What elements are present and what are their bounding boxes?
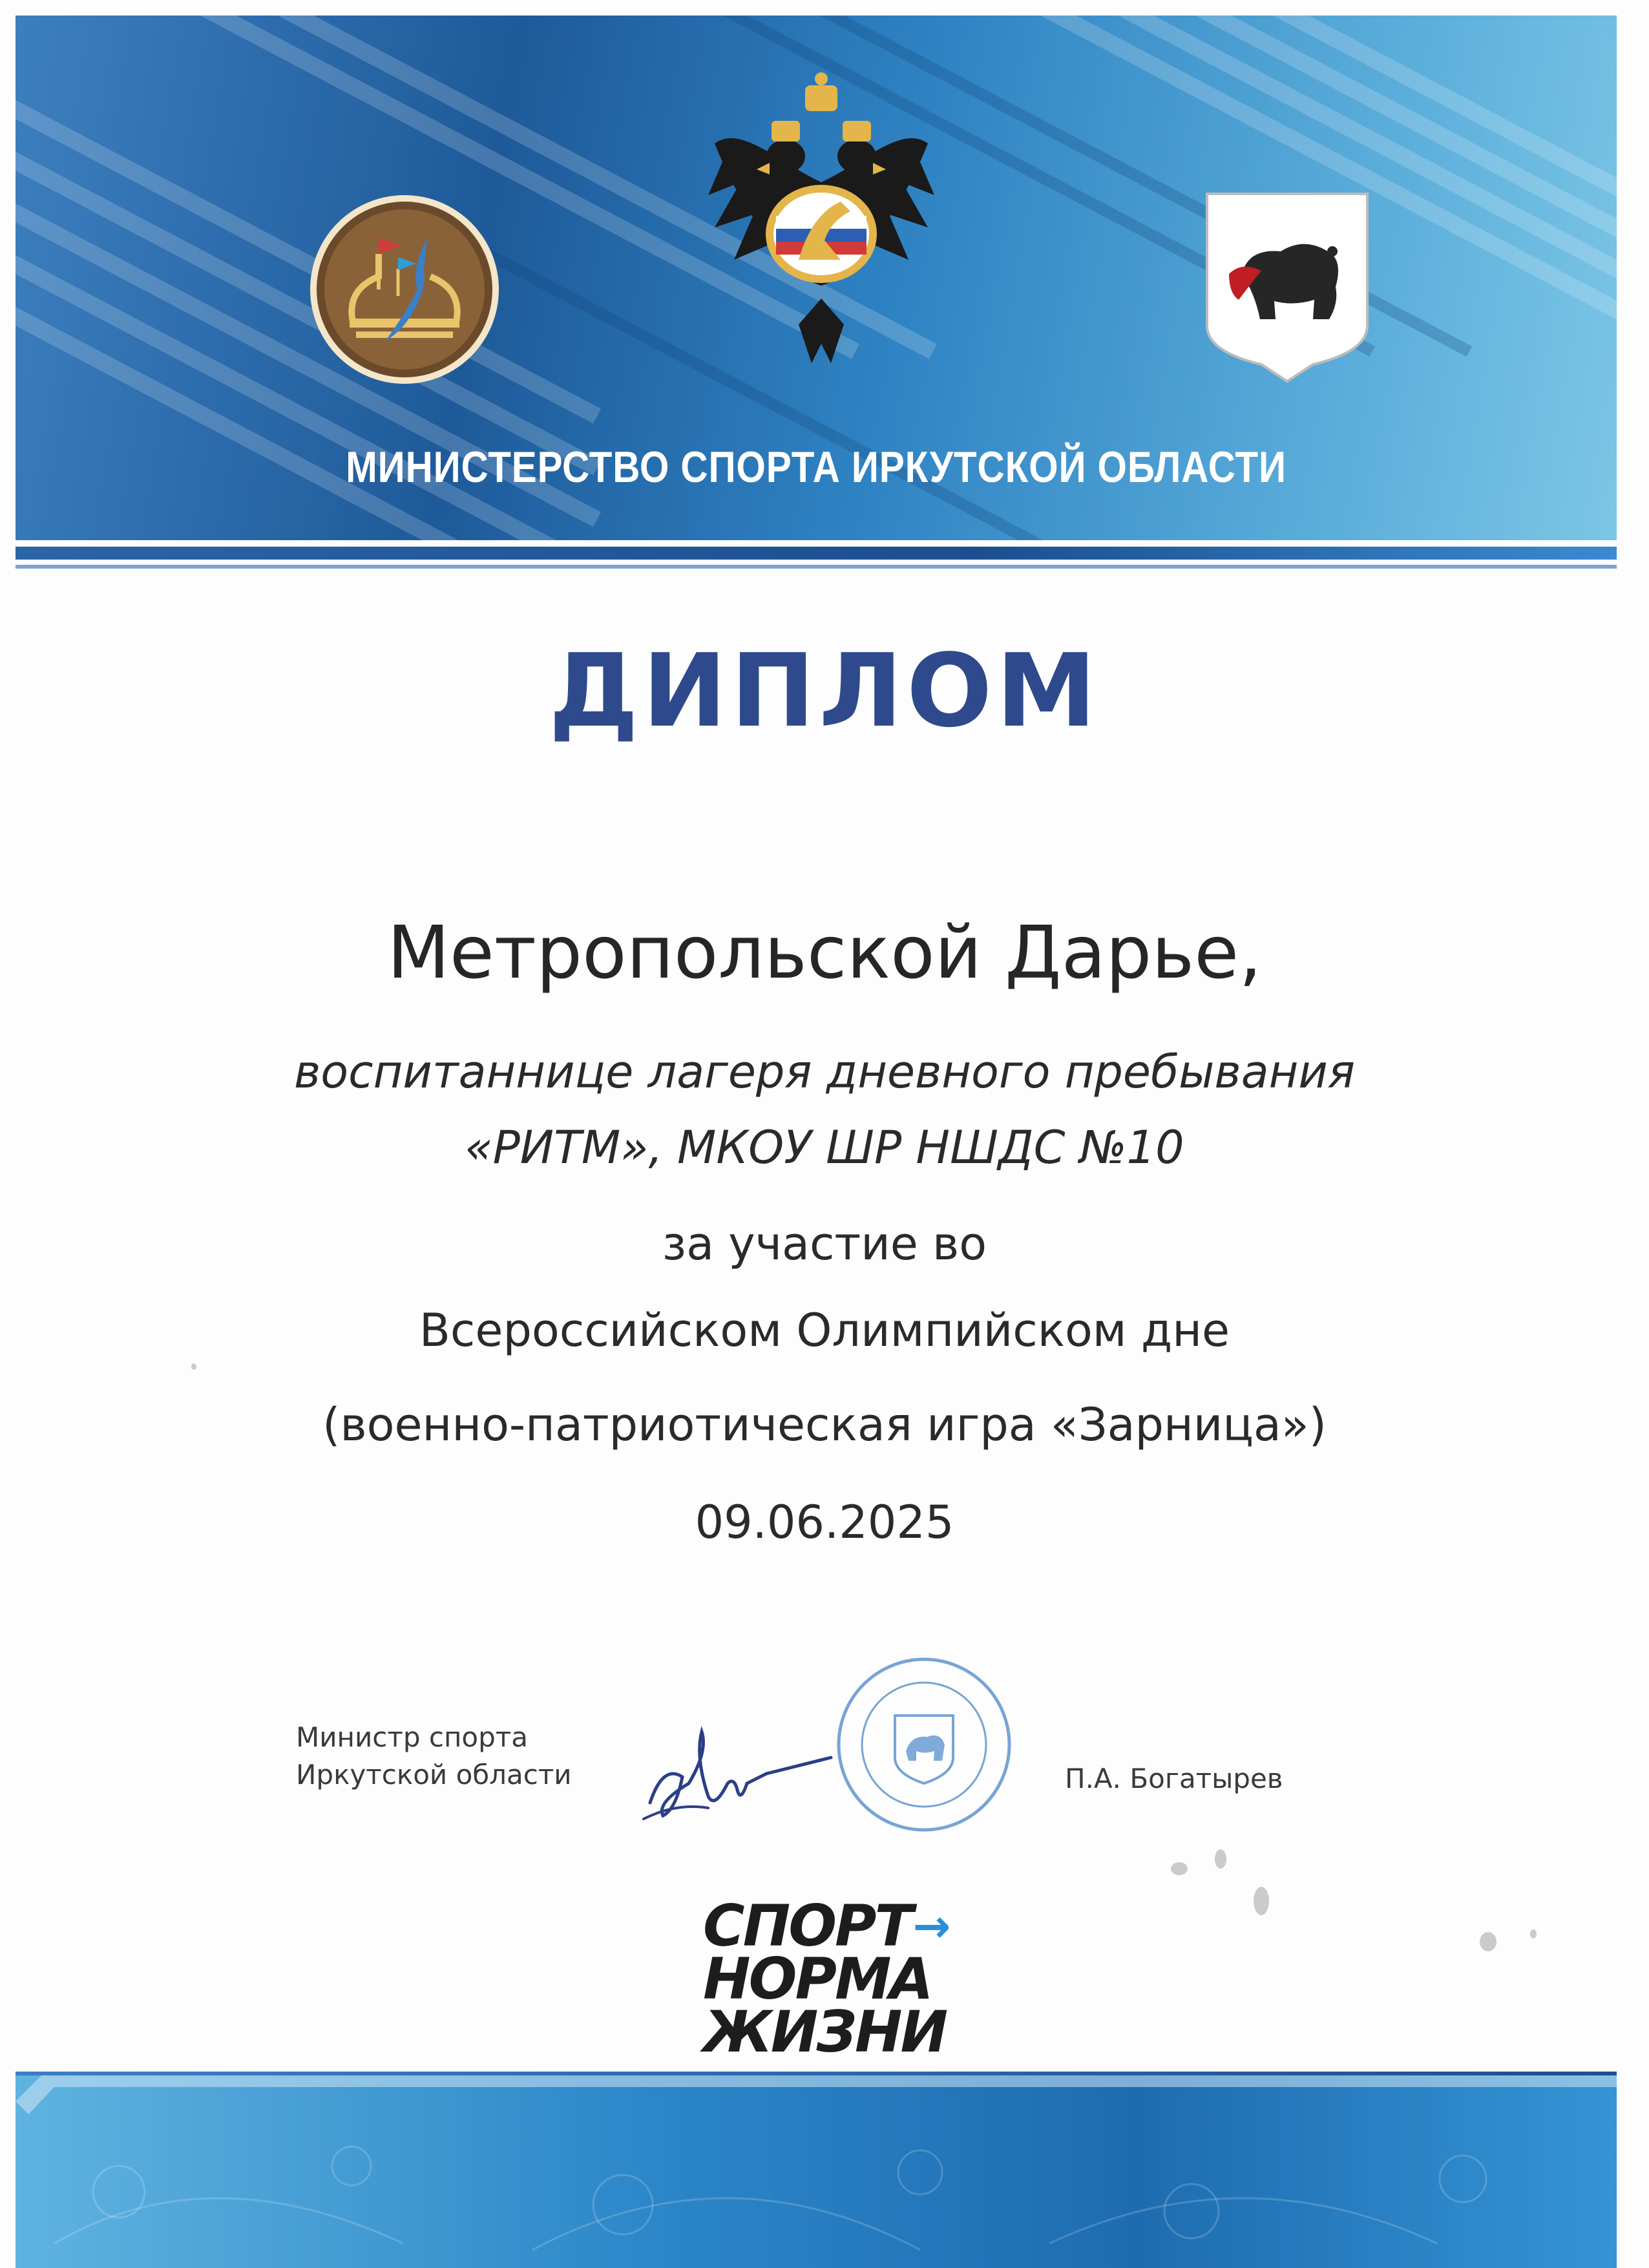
event-name: Всероссийском Олимпийском дне (419, 1304, 1230, 1357)
award-reason: за участие во (662, 1217, 987, 1270)
document-title: ДИПЛОМ (549, 632, 1100, 750)
slogan-line2: НОРМА (703, 1946, 932, 2012)
footer-banner (16, 2075, 1617, 2268)
event-detail: (военно-патриотическая игра «Зарница») (322, 1398, 1327, 1451)
signer-position-line1: Министр спорта (296, 1721, 528, 1753)
ministry-eagle-emblem-icon (702, 66, 941, 389)
official-round-stamp (834, 1654, 1014, 1835)
slogan-line1: СПОРТ (703, 1893, 912, 1959)
signer-position (296, 1719, 572, 1794)
slogan-line3: ЖИЗНИ (703, 1999, 947, 2065)
arrow-right-icon: → (912, 1900, 949, 1953)
header-divider (16, 547, 1617, 560)
recipient-role-line2: «РИТМ», МКОУ ШР НШДС №10 (465, 1121, 1184, 1174)
footer-pattern (16, 2075, 1617, 2268)
sport-norm-of-life-logo (703, 1893, 949, 2065)
irkutsk-coat-of-arms-icon (1203, 190, 1371, 384)
event-date: 09.06.2025 (695, 1496, 954, 1549)
header-divider-thin (16, 565, 1617, 569)
signer-position-line2: Иркутской области (296, 1759, 572, 1790)
signer-name: П.А. Богатырев (1065, 1763, 1283, 1794)
recipient-role-line1: воспитаннице лагеря дневного пребывания (294, 1045, 1355, 1098)
regional-sport-badge-icon (308, 193, 501, 386)
recipient-name: Метропольской Дарье, (387, 911, 1262, 995)
ministry-title: МИНИСТЕРСТВО СПОРТА ИРКУТСКОЙ ОБЛАСТИ (346, 443, 1287, 492)
